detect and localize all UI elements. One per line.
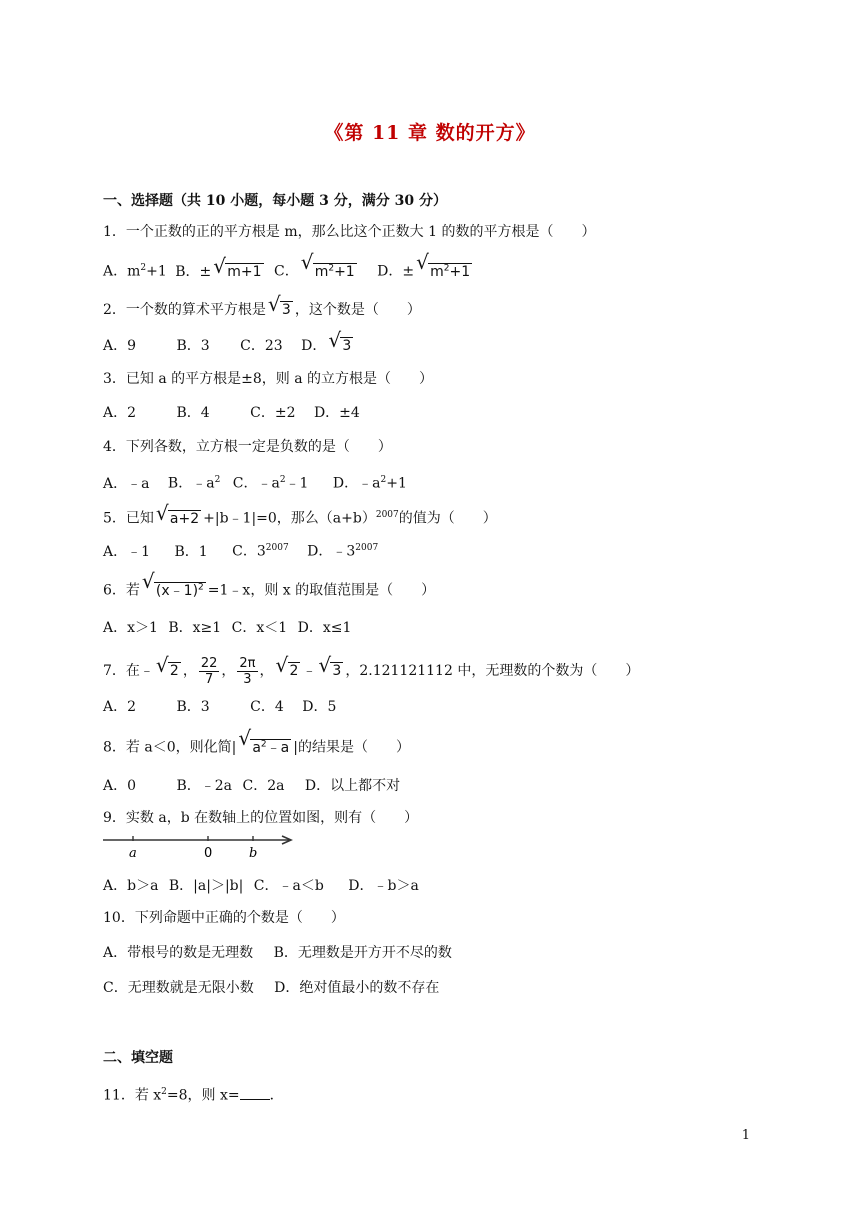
radical: √ 2 bbox=[276, 654, 301, 688]
question-2-stem: 2．一个数的算术平方根是√ 3 ，这个数是（ ） bbox=[103, 300, 421, 320]
option-b: B．x≥1 bbox=[168, 620, 222, 636]
option-c: C．2a bbox=[242, 778, 285, 794]
label-a: a bbox=[129, 846, 137, 860]
question-5-options bbox=[103, 538, 378, 562]
question-10-stem: 10．下列命题中正确的个数是（ ） bbox=[103, 910, 345, 926]
label-b: b bbox=[249, 846, 258, 860]
option-c: C．±2 bbox=[250, 405, 296, 421]
radical: √ m+1 bbox=[213, 262, 263, 282]
option-d: D．绝对值最小的数不存在 bbox=[274, 980, 440, 996]
option-a: A．0 bbox=[103, 778, 137, 794]
question-7-options bbox=[103, 697, 336, 717]
option-c: C．√ $m^2+1$ bbox=[274, 258, 359, 282]
option-d: D．﹣b＞a bbox=[348, 878, 419, 894]
option-d: D．$﹣a^2+1$ bbox=[332, 475, 407, 492]
option-a: A．b＞a bbox=[103, 878, 159, 894]
question-4-stem: 4．下列各数，立方根一定是负数的是（ ） bbox=[103, 439, 392, 455]
option-d: D．x≤1 bbox=[297, 620, 352, 636]
option-b: B．|a|＞|b| bbox=[168, 878, 244, 894]
page-number: 1 bbox=[741, 1128, 750, 1143]
question-9-options bbox=[103, 876, 419, 896]
option-b: B．3 bbox=[176, 699, 210, 715]
option-c: C．无理数就是无限小数 bbox=[103, 980, 254, 996]
radical: √ a+2 bbox=[156, 509, 201, 529]
question-8-options bbox=[103, 776, 400, 796]
option-c: C．﹣a＜b bbox=[253, 878, 324, 894]
question-9-stem: 9．实数 a，b 在数轴上的位置如图，则有（ ） bbox=[103, 810, 419, 826]
question-4-options bbox=[103, 470, 407, 494]
option-b: B．﹣2a bbox=[176, 778, 233, 794]
radical: √ 3 bbox=[268, 300, 293, 320]
option-c: C．$3^{2007}$ bbox=[232, 543, 289, 560]
option-c: C．4 bbox=[250, 699, 284, 715]
radical: √ 3 bbox=[328, 336, 353, 356]
option-d: D．$﹣3^{2007}$ bbox=[307, 543, 379, 560]
option-d: D．以上都不对 bbox=[304, 778, 401, 794]
question-7-stem: 7．在﹣√ 2 ， $\frac{22}{7}$ ， $\frac{2\pi}{3}$ ，√ 2 ﹣√ 3 ，2.121121112 中，无理数的个数为（ ） bbox=[103, 654, 639, 688]
question-1-stem: 1．一个正数的正的平方根是 m，那么比这个正数大 1 的数的平方根是（ ） bbox=[103, 224, 596, 240]
option-b: B．3 bbox=[176, 338, 210, 354]
fraction: $\frac{22}{7}$ bbox=[200, 655, 218, 687]
option-a: A．2 bbox=[103, 699, 137, 715]
radical: √ $m^2+1$ bbox=[416, 258, 472, 282]
question-3-options bbox=[103, 403, 360, 423]
option-d: D．±4 bbox=[313, 405, 360, 421]
option-a: A．﹣a bbox=[103, 475, 150, 492]
radical: √ 2 bbox=[156, 654, 181, 688]
question-8-stem: 8．若 a＜0，则化简|√ $a^2﹣a$ |的结果是（ ） bbox=[103, 734, 410, 758]
option-c: C．23 bbox=[240, 338, 283, 354]
option-c: C．x＜1 bbox=[231, 620, 288, 636]
option-b: B．±√ m+1 bbox=[175, 262, 265, 282]
question-6-options bbox=[103, 618, 351, 638]
option-a: A．x＞1 bbox=[103, 620, 158, 636]
question-5-stem: 5．已知√ a+2 +|b﹣1|=0，那么$(a+b)^{2007}$的值为（ ） bbox=[103, 505, 497, 529]
radical: √ 3 bbox=[318, 654, 343, 688]
radical: √ (x﹣1)$^2$ bbox=[142, 577, 206, 601]
section-heading-choice: 一、选择题（共 10 小题，每小题 3 分，满分 30 分） bbox=[103, 193, 447, 209]
option-a: A．﹣1 bbox=[103, 543, 151, 560]
option-d: D．±√ $m^2+1$ bbox=[377, 258, 474, 282]
question-1-options bbox=[103, 258, 474, 282]
question-6-stem: 6．若√ (x﹣1)$^2$ =1﹣x，则 x 的取值范围是（ ） bbox=[103, 577, 435, 601]
option-d: D．5 bbox=[302, 699, 337, 715]
label-zero: 0 bbox=[204, 846, 213, 860]
option-b: B．$﹣a^2$ bbox=[167, 475, 221, 492]
option-a: A．9 bbox=[103, 338, 137, 354]
question-2-options bbox=[103, 336, 355, 356]
question-11-stem: 11．若 $x^2=8$，则 x= ． bbox=[103, 1087, 284, 1104]
question-10-options-row1 bbox=[103, 943, 452, 963]
option-a: A．带根号的数是无理数 bbox=[103, 945, 254, 961]
option-d: D．√ 3 bbox=[301, 336, 355, 356]
fraction: $\frac{2\pi}{3}$ bbox=[239, 655, 256, 687]
section-heading-fill: 二、填空题 bbox=[103, 1050, 173, 1066]
answer-blank[interactable] bbox=[240, 1087, 270, 1100]
radical: √ $m^2+1$ bbox=[301, 258, 357, 282]
option-b: B．无理数是开方开不尽的数 bbox=[273, 945, 452, 961]
option-b: B．4 bbox=[176, 405, 210, 421]
option-a: A．2 bbox=[103, 405, 137, 421]
question-10-options-row2 bbox=[103, 978, 439, 998]
radical: √ $a^2﹣a$ bbox=[238, 734, 291, 758]
option-b: B．1 bbox=[174, 543, 208, 560]
number-line-figure bbox=[103, 832, 303, 860]
option-c: C．$﹣a^2﹣1$ bbox=[232, 475, 309, 492]
question-3-stem: 3．已知 a 的平方根是±8，则 a 的立方根是（ ） bbox=[103, 371, 434, 387]
option-a: A．$m^2+1$ bbox=[103, 263, 167, 280]
document-title: 《第 11 章 数的开方》 bbox=[324, 122, 536, 144]
